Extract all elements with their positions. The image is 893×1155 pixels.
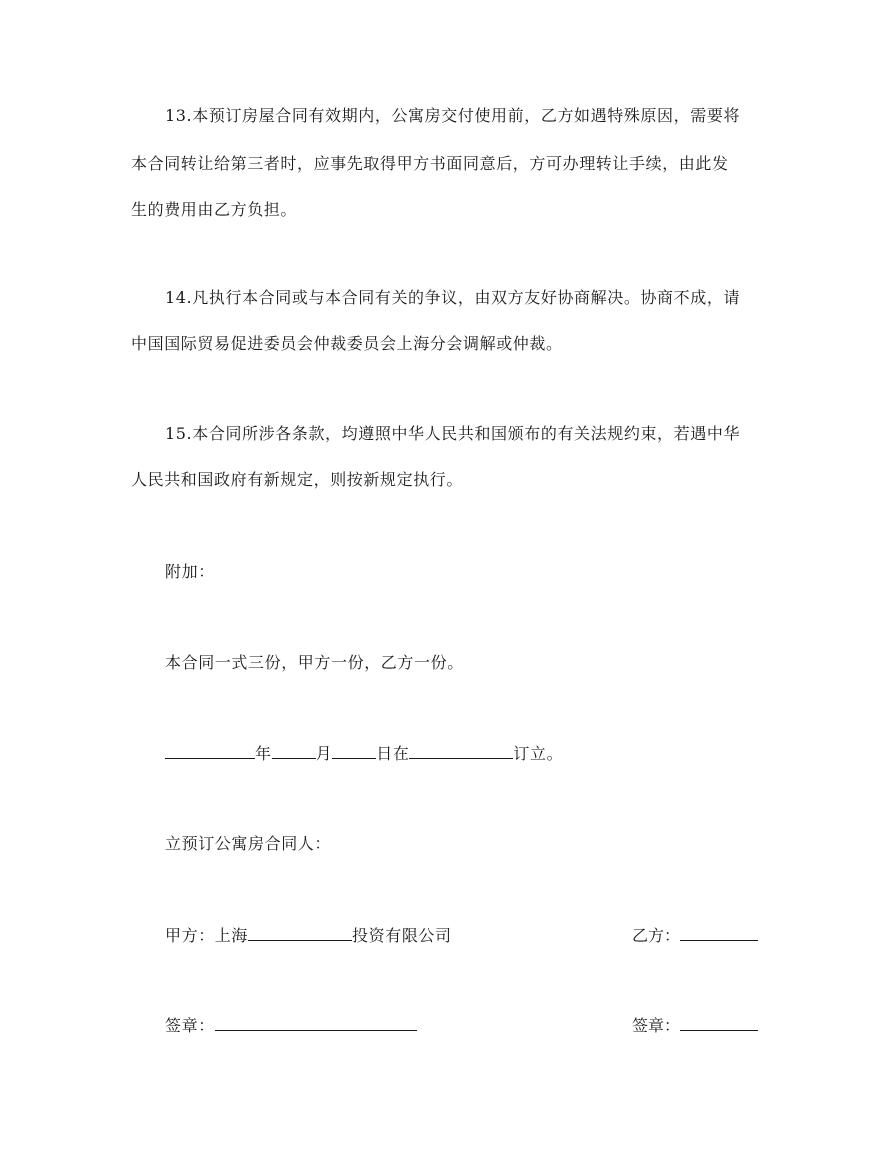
place-blank xyxy=(409,743,513,759)
signed-label: 订立。 xyxy=(513,744,564,763)
clause-15-line-1: 15.本合同所涉各条款，均遵照中华人民共和国颁布的有关法规约束，若遇中华 xyxy=(165,424,741,443)
clause-13-line-2: 本合同转让给第三者时，应事先取得甲方书面同意后，方可办理转让手续，由此发 xyxy=(131,154,729,173)
clause-14-line-2: 中国国际贸易促进委员会仲裁委员会上海分会调解或仲裁。 xyxy=(131,334,563,353)
party-b-line xyxy=(632,925,758,946)
party-b-seal-blank xyxy=(680,1015,758,1031)
addendum-label: 附加： xyxy=(165,562,215,581)
day-blank xyxy=(332,743,376,759)
year-label: 年 xyxy=(255,744,272,763)
date-line xyxy=(165,743,765,764)
party-a-prefix: 甲方：上海 xyxy=(165,926,249,945)
party-b-seal-label: 签章： xyxy=(632,1016,681,1035)
clause-13-line-1: 13.本预订房屋合同有效期内，公寓房交付使用前，乙方如遇特殊原因，需要将 xyxy=(165,106,741,125)
clause-14-line-1: 14.凡执行本合同或与本合同有关的争议，由双方友好协商解决。协商不成，请 xyxy=(165,288,741,307)
day-at-label: 日在 xyxy=(376,744,410,763)
party-b-label: 乙方： xyxy=(632,926,681,945)
signatories-label: 立预订公寓房合同人： xyxy=(165,834,332,853)
copies-text: 本合同一式三份，甲方一份，乙方一份。 xyxy=(165,653,464,672)
party-a-suffix: 投资有限公司 xyxy=(352,926,452,945)
party-a-name-blank xyxy=(248,925,352,941)
clause-13-line-3: 生的费用由乙方负担。 xyxy=(131,200,298,219)
party-a-seal-blank xyxy=(215,1015,417,1031)
month-label: 月 xyxy=(315,744,333,763)
month-blank xyxy=(272,743,316,759)
party-a-seal-label: 签章： xyxy=(165,1016,215,1035)
party-b-seal-line xyxy=(632,1015,758,1036)
year-blank xyxy=(165,743,255,759)
clause-15-line-2: 人民共和国政府有新规定，则按新规定执行。 xyxy=(131,470,464,489)
party-b-blank xyxy=(680,925,758,941)
